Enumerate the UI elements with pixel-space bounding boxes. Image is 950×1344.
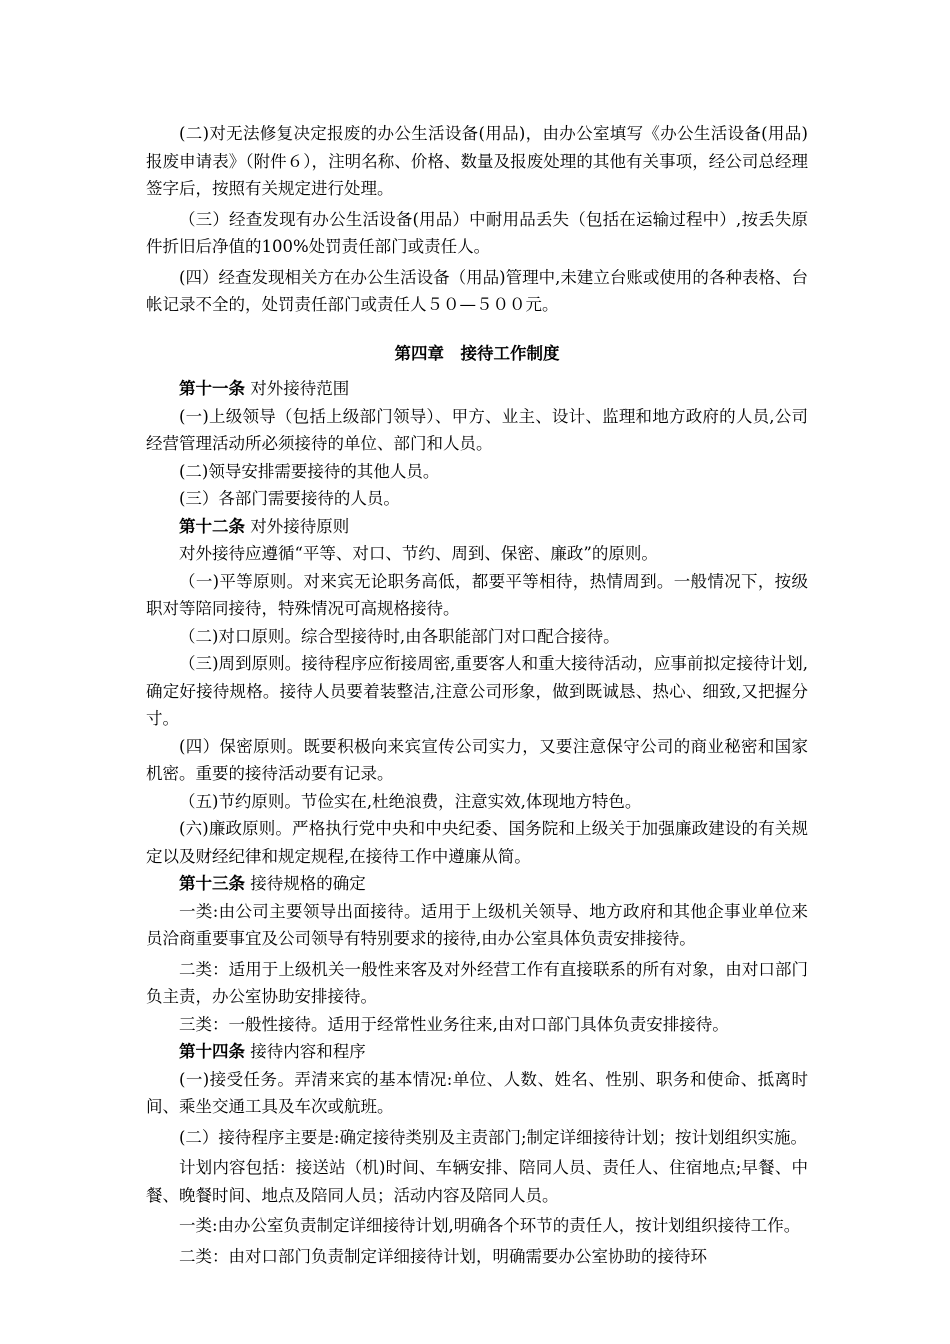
paragraph: (二)对无法修复决定报废的办公生活设备(用品)，由办公室填写《办公生活设备(用品)报废申请表》（附件６），注明名称、价格、数量及报废处理的其他有关事项，经公司总经理签字后，按照有关规定进行处理。 [146,124,808,198]
paragraph: (四）经查发现相关方在办公生活设备（用品)管理中,未建立台账或使用的各种表格、台帐记录不全的，处罚责任部门或责任人５０—５００元。 [146,267,808,314]
paragraph: 一类:由办公室负责制定详细接待计划,明确各个环节的责任人，按计划组织接待工作。 [179,1216,801,1235]
paragraph: 计划内容包括：接送站（机)时间、车辆安排、陪同人员、责任人、住宿地点;早餐、中餐、晚餐时间、地点及陪同人员；活动内容及陪同人员。 [146,1158,808,1205]
article-number: 第十四条 [179,1042,245,1061]
paragraph: （三）经查发现有办公生活设备(用品）中耐用品丢失（包括在运输过程中）,按丢失原件折旧后净值的100%处罚责任部门或责任人。 [146,209,808,256]
paragraph: （二)对口原则。综合型接待时,由各职能部门对口配合接待。 [179,626,620,646]
article-heading-text: 接待内容和程序 [245,1042,366,1061]
article-heading [146,513,808,541]
paragraph: 二类：由对口部门负责制定详细接待计划，明确需要办公室协助的接待环 [179,1246,707,1266]
article-heading-text: 对外接待范围 [245,379,350,398]
paragraph: 对外接待应遵循“平等、对口、节约、周到、保密、廉政”的原则。 [179,544,658,563]
article-heading [146,870,808,898]
document-page [146,120,808,1270]
paragraph: 一类:由公司主要领导出面接待。适用于上级机关领导、地方政府和其他企事业单位来员洽商重要事宜及公司领导有特别要求的接待,由办公室具体负责安排接待。 [146,901,808,948]
paragraph: (一)上级领导（包括上级部门领导）、甲方、业主、设计、监理和地方政府的人员,公司经营管理活动所必须接待的单位、部门和人员。 [146,406,808,453]
paragraph: (一)接受任务。弄清来宾的基本情况:单位、人数、姓名、性别、职务和使命、抵离时间、乘坐交通工具及车次或航班。 [146,1069,808,1116]
article-number: 第十二条 [179,516,245,536]
paragraph: (六)廉政原则。严格执行党中央和中央纪委、国务院和上级关于加强廉政建设的有关规定以及财经纪律和规定规程,在接待工作中遵廉从简。 [146,819,808,866]
article-heading-text: 接待规格的确定 [245,874,366,893]
paragraph: 二类：适用于上级机关一般性来客及对外经营工作有直接联系的所有对象，由对口部门负主责，办公室协助安排接待。 [146,959,808,1006]
paragraph: （一)平等原则。对来宾无论职务高低，都要平等相待，热情周到。一般情况下，按级职对等陪同接待，特殊情况可高规格接待。 [146,571,808,618]
paragraph: (四）保密原则。既要积极向来宾宣传公司实力，又要注意保守公司的商业秘密和国家机密。重要的接待活动要有记录。 [146,736,808,783]
paragraph: (二)领导安排需要接待的其他人员。 [179,461,440,481]
paragraph: （三)周到原则。接待程序应衔接周密,重要客人和重大接待活动，应事前拟定接待计划,确定好接待规格。接待人员要着装整洁,注意公司形象，做到既诚恳、热心、细致,又把握分寸。 [146,654,808,728]
article-heading [146,375,808,403]
paragraph: 三类：一般性接待。适用于经常性业务往来,由对口部门具体负责安排接待。 [179,1014,729,1034]
chapter-title: 第四章 接待工作制度 [394,343,560,363]
paragraph: (二）接待程序主要是:确定接待类别及主责部门;制定详细接待计划；按计划组织实施。 [179,1127,808,1147]
article-number: 第十三条 [179,874,245,893]
paragraph: (三）各部门需要接待的人员。 [179,489,400,508]
article-number: 第十一条 [179,379,245,398]
paragraph: （五)节约原则。节俭实在,杜绝浪费，注意实效,体现地方特色。 [179,791,642,811]
article-heading [146,1038,808,1066]
article-heading-text: 对外接待原则 [245,516,350,536]
